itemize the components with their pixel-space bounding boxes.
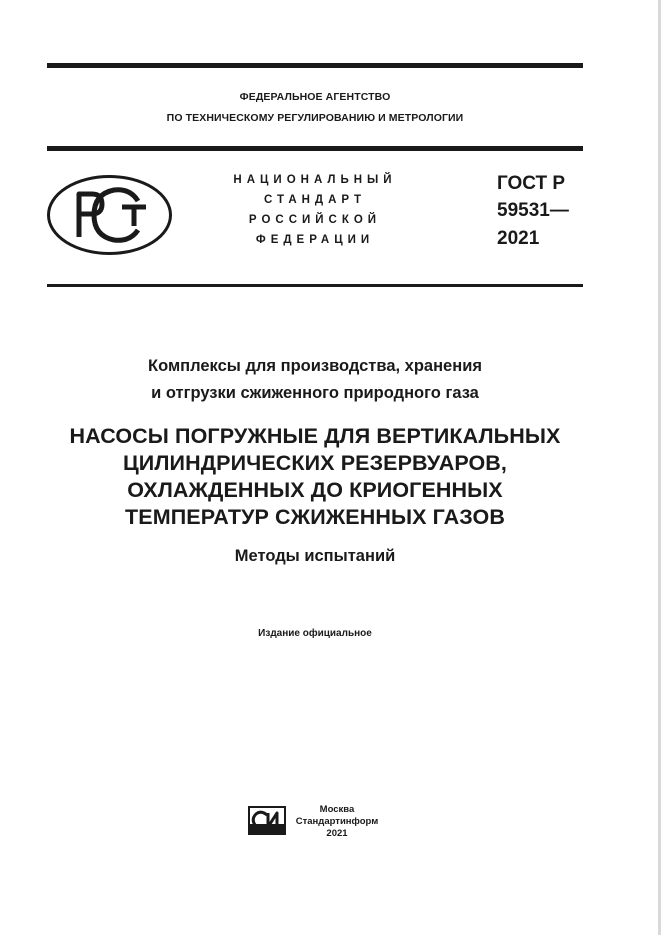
- standard-type-line3: РОССИЙСКОЙ: [248, 214, 382, 226]
- standartinform-logo-icon: [248, 806, 286, 835]
- document-subtitle-line1: Комплексы для производства, хранения: [148, 357, 482, 375]
- edition-note: Издание официальное: [258, 628, 372, 639]
- document-subtitle-line2: и отгрузки сжиженного природного газа: [151, 384, 479, 402]
- document-title-line2: ЦИЛИНДРИЧЕСКИХ РЕЗЕРВУАРОВ,: [123, 451, 507, 475]
- rst-certification-mark-icon: [46, 174, 173, 256]
- title-block-rule: [47, 284, 583, 287]
- designation-line2: 59531—: [497, 200, 569, 221]
- publisher-year: 2021: [326, 828, 348, 839]
- standard-type-line1: НАЦИОНАЛЬНЫЙ: [233, 174, 397, 186]
- document-title-line1: НАСОСЫ ПОГРУЖНЫЕ ДЛЯ ВЕРТИКАЛЬНЫХ: [69, 424, 561, 448]
- top-rule: [47, 63, 583, 68]
- agency-name-line2: ПО ТЕХНИЧЕСКОМУ РЕГУЛИРОВАНИЮ И МЕТРОЛОГИИ: [166, 112, 464, 124]
- publisher-city: Москва: [319, 804, 355, 815]
- document-methods-heading: Методы испытаний: [234, 547, 396, 565]
- standard-type-line2: СТАНДАРТ: [264, 194, 366, 206]
- designation-line1: ГОСТ Р: [497, 173, 566, 194]
- header-divider-rule: [47, 146, 583, 151]
- agency-name-line1: ФЕДЕРАЛЬНОЕ АГЕНТСТВО: [239, 91, 391, 103]
- designation-line3: 2021: [497, 228, 540, 249]
- document-title-line3: ОХЛАЖДЕННЫХ ДО КРИОГЕННЫХ: [127, 478, 503, 502]
- standard-type-line4: ФЕДЕРАЦИИ: [255, 234, 375, 246]
- publisher-name: Стандартинформ: [295, 816, 379, 827]
- document-title-line4: ТЕМПЕРАТУР СЖИЖЕННЫХ ГАЗОВ: [125, 505, 505, 529]
